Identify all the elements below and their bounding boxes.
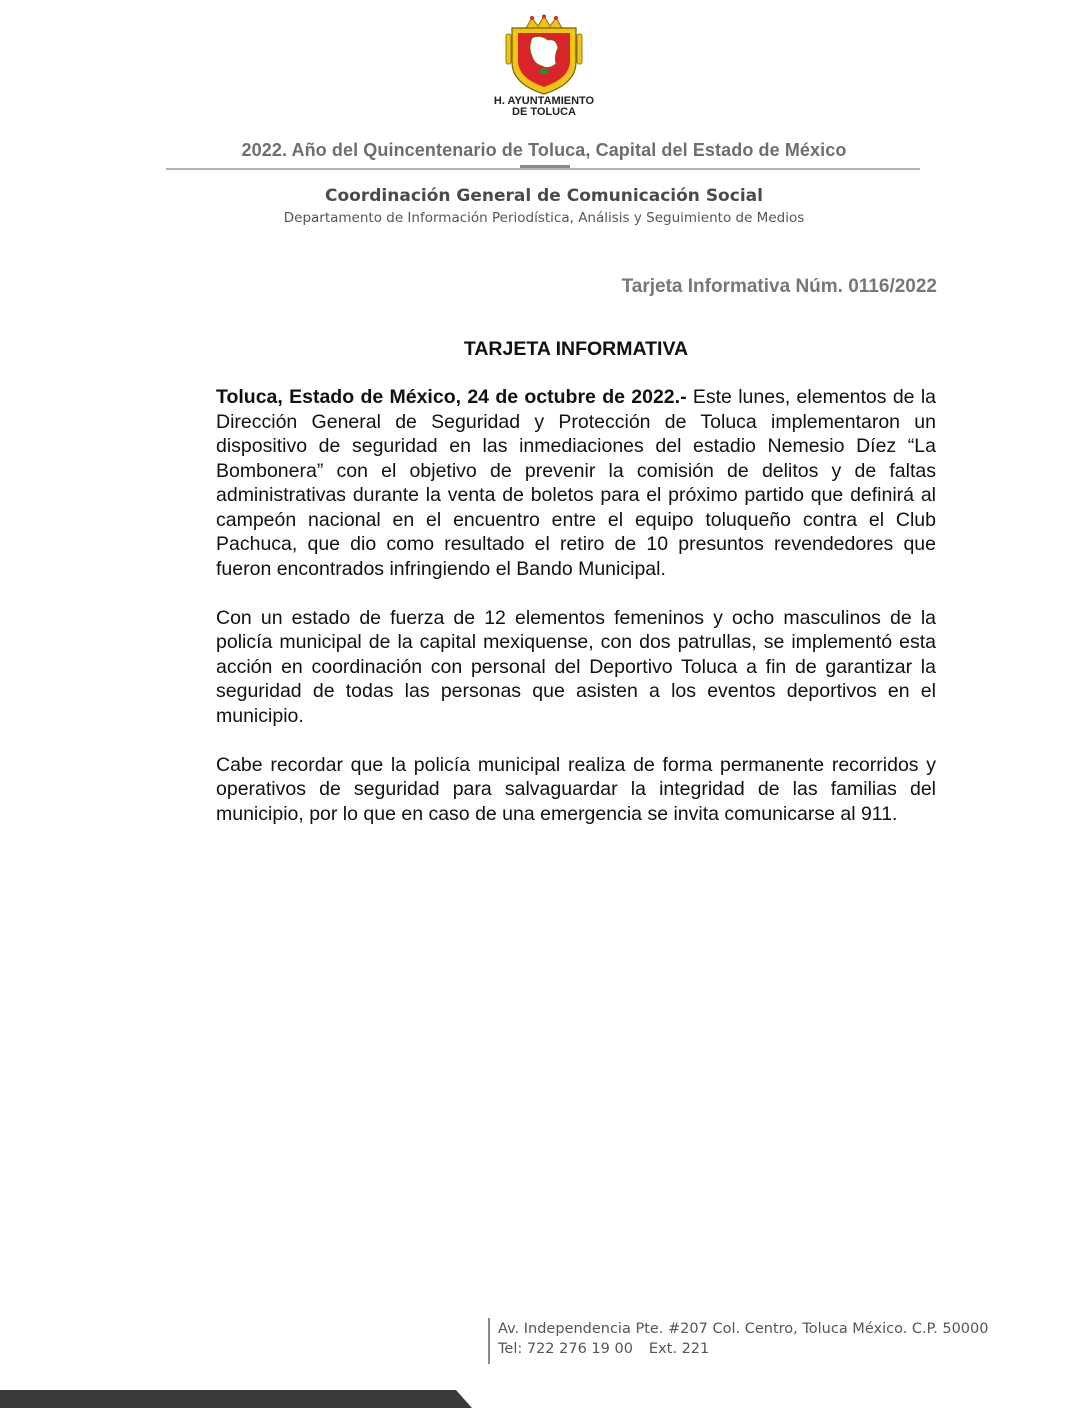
footer-phone [498,1341,709,1357]
department-subtitle: Departamento de Información Periodística, Análisis y Seguimiento de Medios [283,210,805,226]
logo-caption [474,96,614,118]
toluca-coat-of-arms-logo [504,14,584,96]
footer-extension: Ext. 221 [648,1341,710,1357]
footer-divider [488,1318,490,1364]
department-title: Coordinación General de Comunicación Social [325,186,763,206]
paragraph-2: Con un estado de fuerza de 12 elementos femeninos y ocho masculinos de la policía municipal de la capital mexiquense, con dos patrullas, se implementó esta acción en coordinación con personal del Deportivo Toluca a fin de garantizar la seguridad de todas las personas que asisten a los eventos deportivos en el municipio. [216,606,936,727]
motto-divider [166,168,920,170]
footer-band [0,1378,1088,1408]
footer-address: Av. Independencia Pte. #207 Col. Centro, Toluca México. C.P. 50000 [498,1321,989,1337]
card-number: Tarjeta Informativa Núm. 0116/2022 [621,276,937,297]
document-body [216,385,936,851]
document-title: TARJETA INFORMATIVA [463,338,689,360]
year-motto: 2022. Año del Quincentenario de Toluca, Capital del Estado de México [241,140,847,160]
footer-phone-number: Tel: 722 276 19 00 [498,1341,633,1357]
dateline: Toluca, Estado de México, 24 de octubre de 2022.- [216,386,687,408]
paragraph-3: Cabe recordar que la policía municipal realiza de forma permanente recorridos y operativos de seguridad para salvaguardar la integridad de las familias del municipio, por lo que en caso de una emergencia se invita comunicarse al 911. [216,753,936,825]
paragraph-1-text: Este lunes, elementos de la Dirección General de Seguridad y Protección de Toluca implementaron un dispositivo de seguridad en las inmediaciones del estadio Nemesio Díez “La Bombonera” con el objetivo de prevenir la comisión de delitos y de faltas administrativas durante la venta de boletos para el próximo partido que definirá al campeón nacional en el encuentro entre el equipo toluqueño contra el Club Pachuca, que dio como resultado el retiro de 10 presuntos revendedores que fueron encontrados infringiendo el Bando Municipal. [216,386,937,580]
logo-caption-line1: H. AYUNTAMIENTO [493,95,595,107]
motto-divider-accent [520,165,570,168]
paragraph-1 [216,385,936,581]
logo-caption-line2: DE TOLUCA [512,106,576,118]
